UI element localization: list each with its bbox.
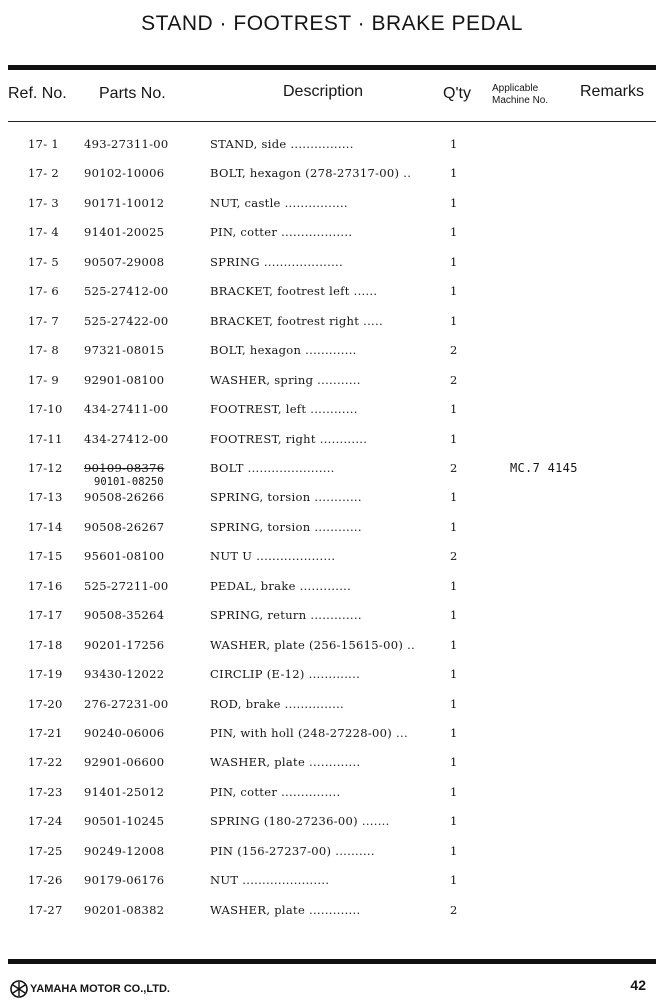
table-row <box>0 373 664 393</box>
part-no: 90249-12008 <box>84 844 165 858</box>
description: PEDAL, brake ............. <box>210 579 352 593</box>
ref-no: 17-17 <box>28 608 63 622</box>
footer-company <box>10 980 170 998</box>
ref-no: 17-15 <box>28 549 63 563</box>
table-row <box>0 755 664 775</box>
table-row <box>0 785 664 805</box>
ref-no: 17- 3 <box>28 196 59 210</box>
ref-no: 17- 4 <box>28 225 59 239</box>
company-name: YAMAHA MOTOR CO.,LTD. <box>30 983 170 995</box>
part-no: 91401-25012 <box>84 785 165 799</box>
quantity: 1 <box>450 608 458 622</box>
quantity: 2 <box>450 903 458 917</box>
table-row <box>0 255 664 275</box>
ref-no: 17-18 <box>28 638 63 652</box>
table-row <box>0 873 664 893</box>
footer-rule <box>8 959 656 964</box>
part-no: 95601-08100 <box>84 549 165 563</box>
description: BOLT, hexagon ............. <box>210 343 357 357</box>
table-row <box>0 402 664 422</box>
ref-no: 17-12 <box>28 461 63 475</box>
description: PIN (156-27237-00) .......... <box>210 844 375 858</box>
ref-no: 17-10 <box>28 402 63 416</box>
quantity: 1 <box>450 166 458 180</box>
quantity: 1 <box>450 579 458 593</box>
part-no: 276-27231-00 <box>84 697 169 711</box>
quantity: 1 <box>450 284 458 298</box>
ref-no: 17- 1 <box>28 137 59 151</box>
table-row <box>0 166 664 186</box>
ref-no: 17-22 <box>28 755 63 769</box>
table-row <box>0 284 664 304</box>
description: WASHER, plate ............. <box>210 755 361 769</box>
part-no: 525-27412-00 <box>84 284 169 298</box>
part-no: 90501-10245 <box>84 814 165 828</box>
part-no: 97321-08015 <box>84 343 165 357</box>
ref-no: 17- 2 <box>28 166 59 180</box>
remark: MC.7 4145 <box>510 461 578 475</box>
table-row <box>0 697 664 717</box>
description: SPRING (180-27236-00) ....... <box>210 814 390 828</box>
description: BOLT ...................... <box>210 461 335 475</box>
yamaha-logo-icon <box>10 980 28 998</box>
quantity: 1 <box>450 873 458 887</box>
part-no: 493-27311-00 <box>84 137 169 151</box>
part-no: 90201-08382 <box>84 903 165 917</box>
table-row <box>0 549 664 569</box>
description: FOOTREST, right ............ <box>210 432 368 446</box>
header-applicable-line1: Applicable <box>492 83 539 94</box>
header-description: Description <box>283 83 364 100</box>
table-row <box>0 579 664 599</box>
part-no: 90179-06176 <box>84 873 165 887</box>
ref-no: 17-23 <box>28 785 63 799</box>
quantity: 1 <box>450 255 458 269</box>
description: BRACKET, footrest left ...... <box>210 284 378 298</box>
part-no: 92901-08100 <box>84 373 165 387</box>
part-no: 525-27211-00 <box>84 579 169 593</box>
quantity: 1 <box>450 667 458 681</box>
quantity: 1 <box>450 402 458 416</box>
quantity: 2 <box>450 461 458 475</box>
ref-no: 17-14 <box>28 520 63 534</box>
part-no: 91401-20025 <box>84 225 165 239</box>
table-row <box>0 137 664 157</box>
ref-no: 17-27 <box>28 903 63 917</box>
description: NUT, castle ................ <box>210 196 348 210</box>
part-no: 90240-06006 <box>84 726 165 740</box>
description: WASHER, plate (256-15615-00) .. <box>210 638 415 652</box>
description: WASHER, spring ........... <box>210 373 361 387</box>
quantity: 1 <box>450 726 458 740</box>
description: PIN, cotter .................. <box>210 225 353 239</box>
header-parts-no: Parts No. <box>99 85 166 102</box>
part-no: 93430-12022 <box>84 667 165 681</box>
description: ROD, brake ............... <box>210 697 344 711</box>
ref-no: 17- 7 <box>28 314 59 328</box>
header-bottom-rule <box>8 121 656 122</box>
table-row <box>0 814 664 834</box>
ref-no: 17-21 <box>28 726 63 740</box>
ref-no: 17-16 <box>28 579 63 593</box>
part-no: 90508-35264 <box>84 608 165 622</box>
table-row <box>0 667 664 687</box>
page-number: 42 <box>630 977 646 993</box>
ref-no: 17-26 <box>28 873 63 887</box>
part-no: 525-27422-00 <box>84 314 169 328</box>
part-no: 92901-06600 <box>84 755 165 769</box>
quantity: 1 <box>450 520 458 534</box>
table-row <box>0 520 664 540</box>
ref-no: 17-13 <box>28 490 63 504</box>
table-row <box>0 432 664 452</box>
part-no: 90102-10006 <box>84 166 165 180</box>
part-no: 434-27412-00 <box>84 432 169 446</box>
quantity: 1 <box>450 314 458 328</box>
ref-no: 17-25 <box>28 844 63 858</box>
table-row <box>0 196 664 216</box>
table-row <box>0 608 664 628</box>
ref-no: 17-19 <box>28 667 63 681</box>
description: FOOTREST, left ............ <box>210 402 358 416</box>
table-row <box>0 903 664 923</box>
part-no: 90508-26267 <box>84 520 165 534</box>
quantity: 1 <box>450 490 458 504</box>
description: BRACKET, footrest right ..... <box>210 314 383 328</box>
description: SPRING, torsion ............ <box>210 490 362 504</box>
header-qty: Q'ty <box>443 85 471 102</box>
table-row <box>0 638 664 658</box>
ref-no: 17-20 <box>28 697 63 711</box>
quantity: 2 <box>450 549 458 563</box>
part-no: 90201-17256 <box>84 638 165 652</box>
part-no: 90109-08376 <box>84 461 165 475</box>
handwritten-correction: 90101-08250 <box>94 476 164 488</box>
table-row <box>0 726 664 746</box>
description: NUT ...................... <box>210 873 330 887</box>
quantity: 1 <box>450 755 458 769</box>
quantity: 1 <box>450 814 458 828</box>
description: STAND, side ................ <box>210 137 354 151</box>
description: SPRING .................... <box>210 255 343 269</box>
quantity: 1 <box>450 844 458 858</box>
quantity: 1 <box>450 137 458 151</box>
quantity: 2 <box>450 373 458 387</box>
page-title: STAND · FOOTREST · BRAKE PEDAL <box>141 12 523 35</box>
ref-no: 17- 6 <box>28 284 59 298</box>
part-no: 434-27411-00 <box>84 402 169 416</box>
part-no: 90171-10012 <box>84 196 165 210</box>
part-no: 90507-29008 <box>84 255 165 269</box>
description: BOLT, hexagon (278-27317-00) .. <box>210 166 412 180</box>
description: SPRING, return ............. <box>210 608 362 622</box>
description: WASHER, plate ............. <box>210 903 361 917</box>
header-remarks: Remarks <box>580 83 645 100</box>
ref-no: 17- 9 <box>28 373 59 387</box>
quantity: 2 <box>450 343 458 357</box>
ref-no: 17- 8 <box>28 343 59 357</box>
description: PIN, cotter ............... <box>210 785 341 799</box>
quantity: 1 <box>450 785 458 799</box>
ref-no: 17- 5 <box>28 255 59 269</box>
part-no: 90508-26266 <box>84 490 165 504</box>
description: PIN, with holl (248-27228-00) ... <box>210 726 408 740</box>
ref-no: 17-24 <box>28 814 63 828</box>
quantity: 1 <box>450 697 458 711</box>
description: CIRCLIP (E-12) ............. <box>210 667 361 681</box>
header-top-rule <box>8 65 656 70</box>
table-row <box>0 844 664 864</box>
header-ref: Ref. No. <box>8 85 67 102</box>
table-row <box>0 314 664 334</box>
description: SPRING, torsion ............ <box>210 520 362 534</box>
description: NUT U .................... <box>210 549 336 563</box>
table-row <box>0 343 664 363</box>
quantity: 1 <box>450 432 458 446</box>
table-row <box>0 225 664 245</box>
quantity: 1 <box>450 196 458 210</box>
table-row <box>0 490 664 510</box>
header-applicable-line2: Machine No. <box>492 95 549 106</box>
ref-no: 17-11 <box>28 432 63 446</box>
quantity: 1 <box>450 225 458 239</box>
quantity: 1 <box>450 638 458 652</box>
